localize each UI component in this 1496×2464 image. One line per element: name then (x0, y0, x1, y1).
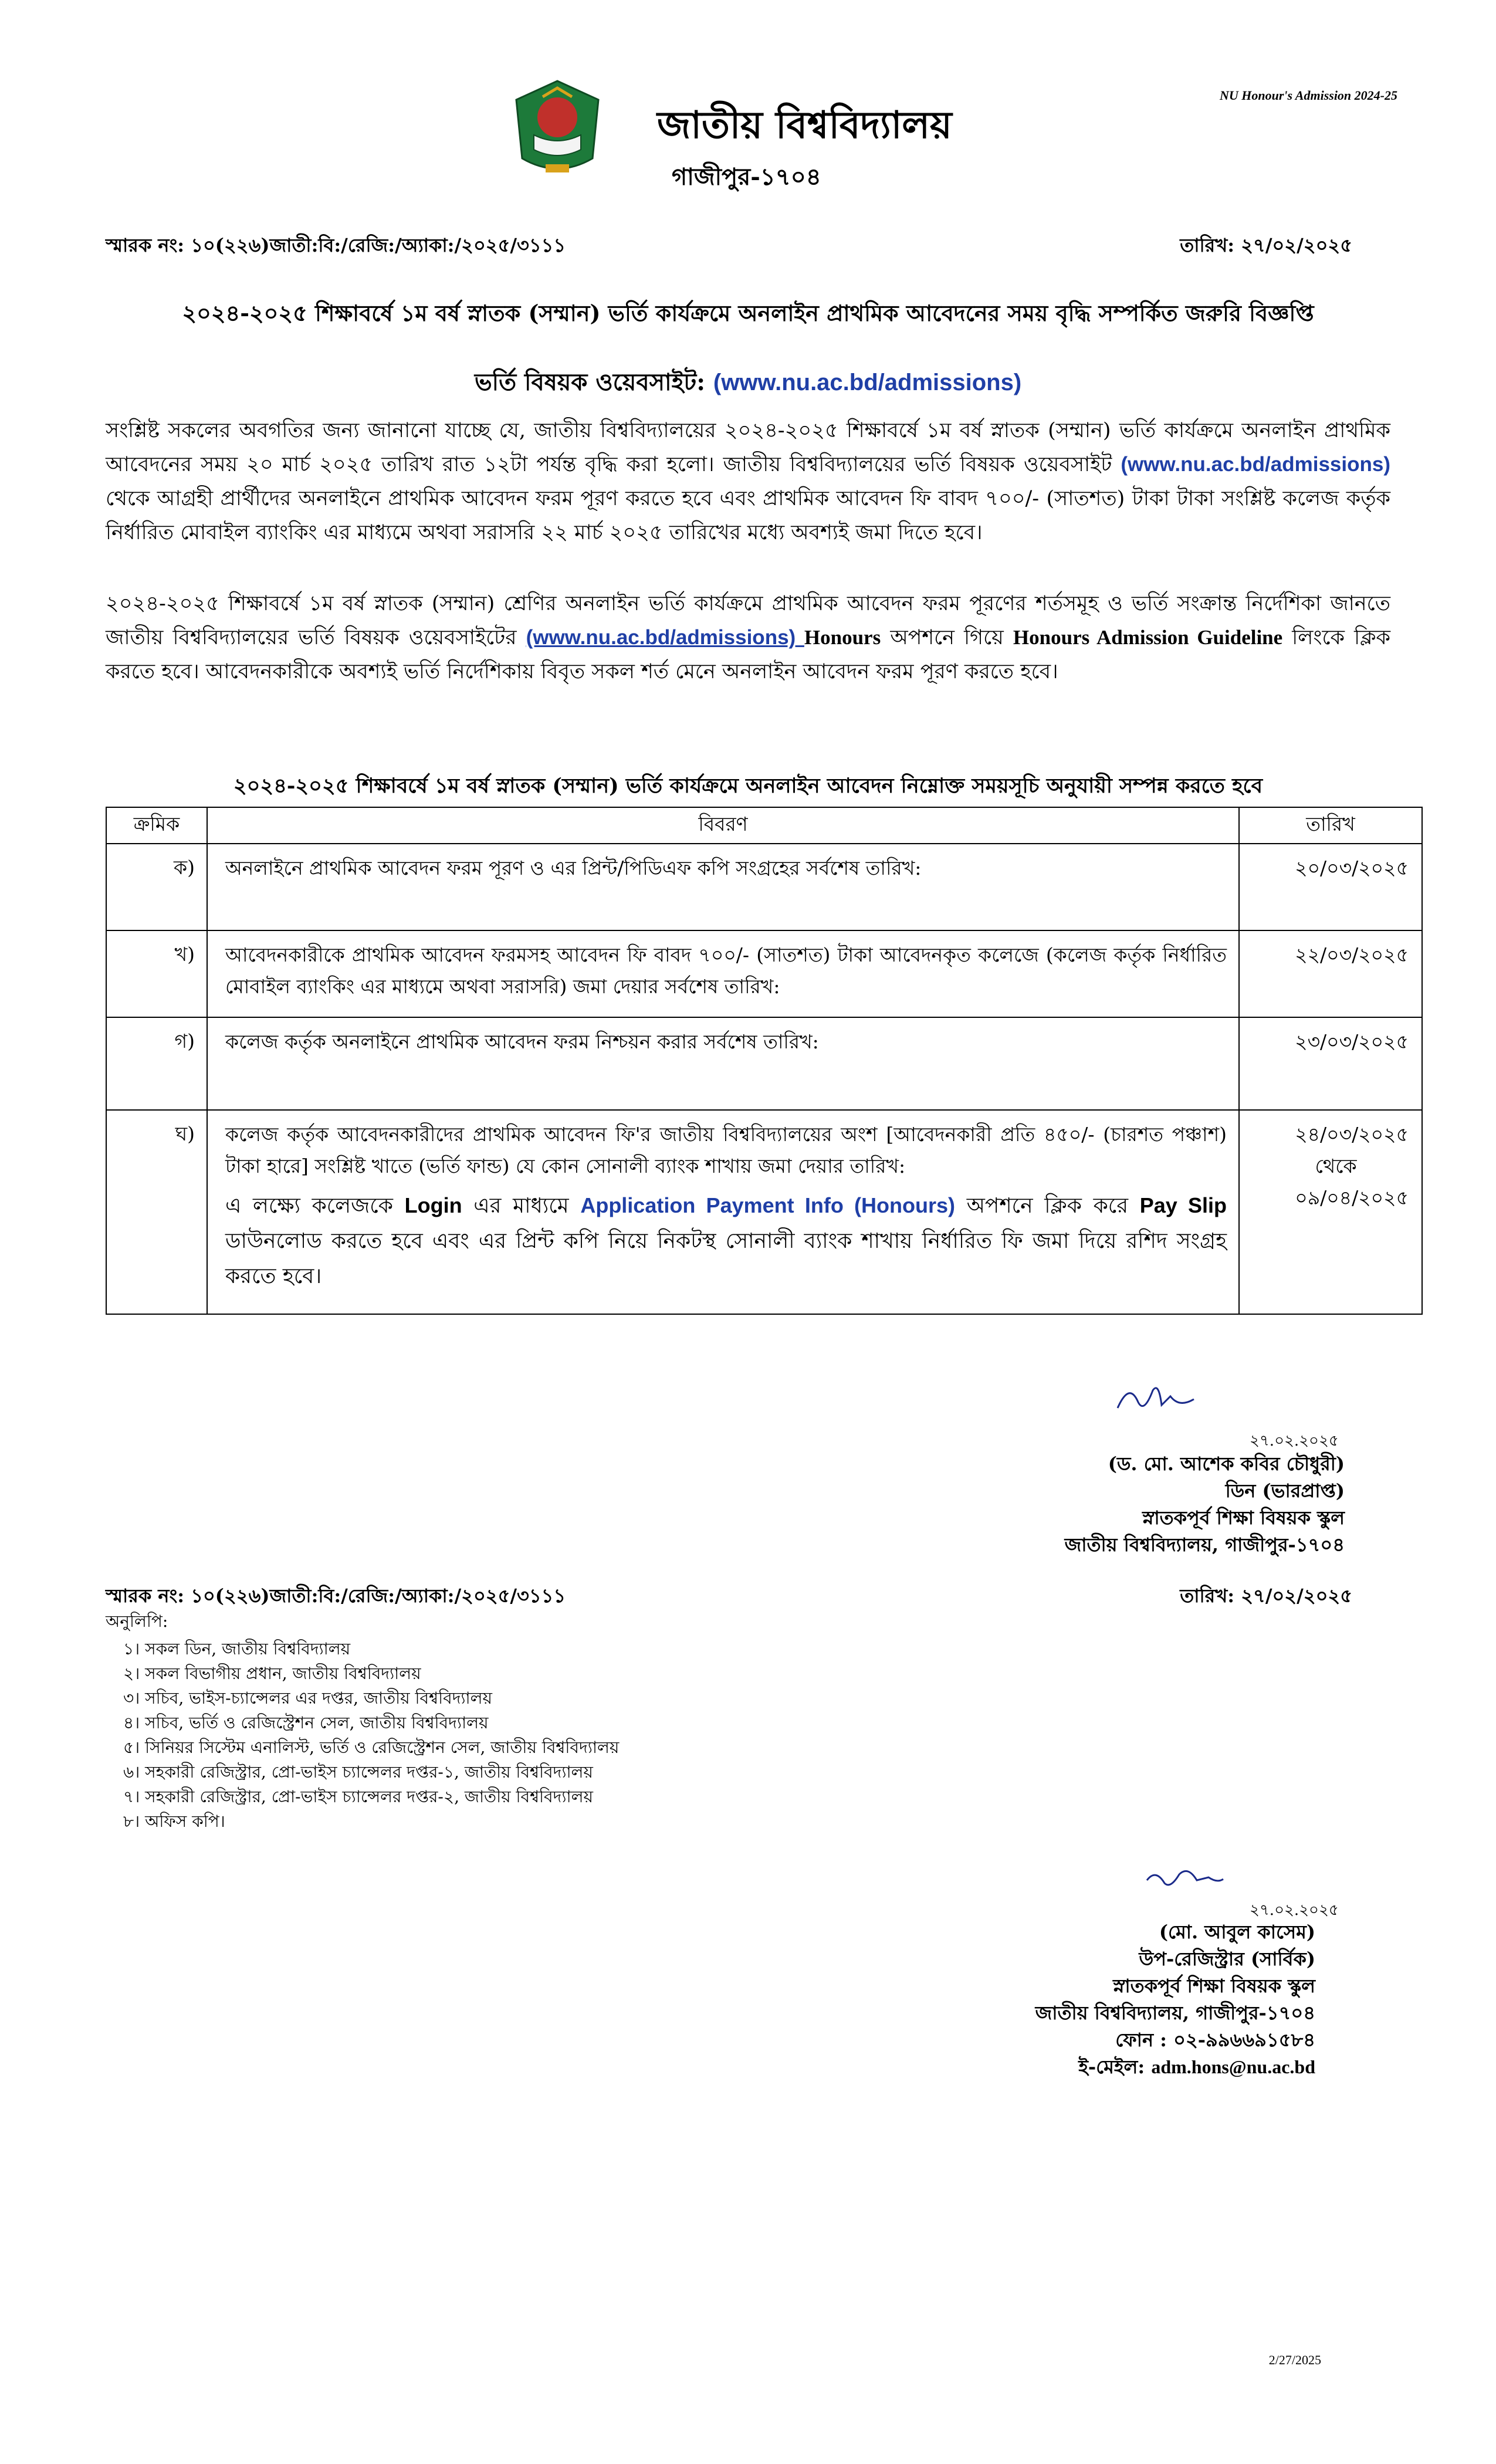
row-date: ২০/০৩/২০২৫ (1239, 844, 1422, 930)
table-row (106, 930, 1422, 1017)
signature-1-date: ২৭.০২.২০২৫ (1250, 1432, 1339, 1450)
table-row (106, 1017, 1422, 1110)
signatory-1-title: ডিন (ভারপ্রাপ্ত) (1225, 1480, 1345, 1502)
para2-text-e: লিংকে ক্লিক করতে হবে। আবেদনকারীকে অবশ্যই ভর্তি নির্দেশিকায় বিবৃত সকল শর্ত মেনে অনলাইন আবেদন ফরম পূরণ করতে হবে। (106, 626, 1391, 683)
list-item: ৭। সহকারী রেজিস্ট্রার, প্রো-ভাইস চ্যান্সেলর দপ্তর-২, জাতীয় বিশ্ববিদ্যালয় (123, 1787, 593, 1806)
instruction-text-a: এ লক্ষ্যে কলেজকে (225, 1194, 405, 1218)
table-row (106, 844, 1422, 930)
website-label: ভর্তি বিষয়ক ওয়েবসাইট: (474, 368, 713, 396)
row-date-range (1239, 1110, 1422, 1314)
university-logo (510, 76, 604, 182)
copy-label: অনুলিপি: (106, 1612, 168, 1631)
signatory-2-org: জাতীয় বিশ্ববিদ্যালয়, গাজীপুর-১৭০৪ (1035, 2002, 1315, 2024)
para1-text-a: সংশ্লিষ্ট সকলের অবগতির জন্য জানানো যাচ্ছে যে, জাতীয় বিশ্ববিদ্যালয়ের ২০২৪-২০২৫ শিক্ষাবর্ষে ১ম বর্ষ স্নাতক (সম্মান) ভর্তি কার্যক্রমে অনলাইন প্রাথমিক আবেদনের সময় ২০ মার্চ ২০২৫ তারিখ রাত ১২টা পর্যন্ত বৃদ্ধি করা হলো। জাতীয় বিশ্ববিদ্যালয়ের ভর্তি বিষয়ক ওয়েবসাইট (106, 419, 1390, 476)
copy-memo-date: তারিখ: ২৭/০২/২০২৫ (1180, 1585, 1352, 1607)
signatory-1-org: জাতীয় বিশ্ববিদ্যালয়, গাজীপুর-১৭০৪ (1064, 1534, 1345, 1556)
signature-2-date: ২৭.০২.২০২৫ (1250, 1901, 1339, 1919)
signature-1-image (1115, 1379, 1197, 1422)
row-description: অনলাইনে প্রাথমিক আবেদন ফরম পূরণ ও এর প্রিন্ট/পিডিএফ কপি সংগ্রহের সর্বশেষ তারিখ: (207, 844, 1239, 930)
row-description: আবেদনকারীকে প্রাথমিক আবেদন ফরমসহ আবেদন ফি বাবদ ৭০০/- (সাতশত) টাকা আবেদনকৃত কলেজে (কলেজ কর্তৃক নির্ধারিত মোবাইল ব্যাংকিং এর মাধ্যমে অথবা সরাসরি) জমা দেয়ার সর্বশেষ তারিখ: (207, 930, 1239, 1017)
signatory-1-office: স্নাতকপূর্ব শিক্ষা বিষয়ক স্কুল (1142, 1507, 1345, 1529)
col-header-date: তারিখ (1239, 807, 1422, 844)
website-link[interactable]: (www.nu.ac.bd/admissions) (713, 370, 1022, 395)
copy-memo-number: স্মারক নং: ১০(২২৬)জাতী:বি:/রেজি:/অ্যাকা:/২০২৫/৩১১১ (106, 1585, 566, 1607)
row-date: ২২/০৩/২০২৫ (1239, 930, 1422, 1017)
date-separator: থেকে (1315, 1155, 1357, 1177)
signatory-2-name: (মো. আবুল কাসেম) (1159, 1921, 1315, 1943)
para2-text-c: অপশনে গিয়ে (881, 626, 1013, 649)
col-header-description: বিবরণ (207, 807, 1239, 844)
university-location: গাজীপুর-১৭০৪ (672, 163, 821, 191)
para2-text-a: ২০২৪-২০২৫ শিক্ষাবর্ষে ১ম বর্ষ স্নাতক (সম্মান) শ্রেণির অনলাইন ভর্তি কার্যক্রমে প্রাথমিক আবেদন ফরম পূরণের শর্তসমূহ ও ভর্তি সংক্রান্ত নির্দেশিকা জানতে জাতীয় বিশ্ববিদ্যালয়ের ভর্তি বিষয়ক ওয়েবসাইটের (106, 592, 1390, 649)
para2-link[interactable]: (www.nu.ac.bd/admissions) (526, 626, 804, 649)
website-line (0, 364, 1496, 403)
memo-number: স্মারক নং: ১০(২২৬)জাতী:বি:/রেজি:/অ্যাকা:/২০২৫/৩১১১ (106, 234, 566, 256)
signatory-2-email-line (1035, 2053, 1315, 2080)
print-date: 2/27/2025 (1268, 2353, 1321, 2367)
list-item: ৫। সিনিয়র সিস্টেম এনালিস্ট, ভর্তি ও রেজিস্ট্রেশন সেল, জাতীয় বিশ্ববিদ্যালয় (123, 1738, 620, 1757)
guideline-label: Honours Admission Guideline (1013, 626, 1283, 649)
signatory-2-phone: ফোন : ০২-৯৯৬৬৯১৫৮৪ (1115, 2029, 1315, 2051)
row-serial: ঘ) (106, 1110, 207, 1314)
row-serial: ক) (106, 844, 207, 930)
email-link[interactable]: adm.hons@nu.ac.bd (1151, 2056, 1315, 2077)
login-label: Login (404, 1193, 462, 1217)
schedule-table (106, 807, 1423, 1315)
para1-link[interactable]: (www.nu.ac.bd/admissions) (1121, 453, 1390, 476)
signature-2-image (1144, 1857, 1226, 1900)
top-right-note: NU Honour's Admission 2024-25 (1220, 88, 1397, 103)
row-date: ২৩/০৩/২০২৫ (1239, 1017, 1422, 1110)
row-description: কলেজ কর্তৃক অনলাইনে প্রাথমিক আবেদন ফরম নিশ্চয়ন করার সর্বশেষ তারিখ: (207, 1017, 1239, 1110)
list-item: ২। সকল বিভাগীয় প্রধান, জাতীয় বিশ্ববিদ্যালয় (123, 1664, 421, 1683)
payment-instruction (225, 1188, 1227, 1294)
schedule-title: ২০২৪-২০২৫ শিক্ষাবর্ষে ১ম বর্ষ স্নাতক (সম্মান) ভর্তি কার্যক্রমে অনলাইন আবেদন নিম্নোক্ত সময়সূচি অনুযায়ী সম্পন্ন করতে হবে (233, 774, 1263, 798)
date-to: ০৯/০৪/২০২৫ (1295, 1186, 1409, 1209)
signatory-2-office: স্নাতকপূর্ব শিক্ষা বিষয়ক স্কুল (1113, 1975, 1315, 1997)
col-header-serial: ক্রমিক (106, 807, 207, 844)
email-label: ই-মেইল: (1078, 2056, 1152, 2078)
instruction-text-c: অপশনে ক্লিক করে (955, 1194, 1140, 1218)
row-serial: খ) (106, 930, 207, 1017)
instruction-text-b: এর মাধ্যমে (462, 1194, 581, 1218)
signature-1-block (1065, 1450, 1345, 1558)
memo-date: তারিখ: ২৭/০২/২০২৫ (1180, 234, 1352, 256)
row-serial: গ) (106, 1017, 207, 1110)
honours-label: Honours (804, 626, 881, 649)
payment-info-link[interactable]: Application Payment Info (Honours) (580, 1193, 956, 1217)
pay-slip-label: Pay Slip (1139, 1193, 1227, 1217)
list-item: ৩। সচিব, ভাইস-চ্যান্সেলর এর দপ্তর, জাতীয় বিশ্ববিদ্যালয় (123, 1688, 493, 1708)
notice-paragraph-2 (106, 587, 1390, 689)
signatory-1-name: (ড. মো. আশেক কবির চৌধুরী) (1108, 1453, 1345, 1475)
para1-text-b: থেকে আগ্রহী প্রার্থীদের অনলাইনে প্রাথমিক আবেদন ফরম পূরণ করতে হবে এবং প্রাথমিক আবেদন ফি বাবদ ৭০০/- (সাতশত) টাকা টাকা সংশ্লিষ্ট কলেজ কর্তৃক নির্ধারিত মোবাইল ব্যাংকিং এর মাধ্যমে অথবা সরাসরি ২২ মার্চ ২০২৫ তারিখের মধ্যে অবশ্যই জমা দিতে হবে। (106, 487, 1391, 544)
copy-list (123, 1637, 619, 1834)
list-item: ৪। সচিব, ভর্তি ও রেজিস্ট্রেশন সেল, জাতীয় বিশ্ববিদ্যালয় (123, 1713, 489, 1732)
university-name: জাতীয় বিশ্ববিদ্যালয় (657, 103, 952, 147)
instruction-text-d: ডাউনলোড করতে হবে এবং এর প্রিন্ট কপি নিয়ে নিকটস্থ সোনালী ব্যাংক শাখায় নির্ধারিত ফি জমা দিয়ে রশিদ সংগ্রহ করতে হবে। (225, 1229, 1227, 1288)
row-description (207, 1110, 1239, 1314)
schedule-header-row (106, 807, 1422, 844)
row-description-main: কলেজ কর্তৃক আবেদনকারীদের প্রাথমিক আবেদন ফি'র জাতীয় বিশ্ববিদ্যালয়ের অংশ [আবেদনকারী প্রতি ৪৫০/- (চারশত পঞ্চাশ) টাকা হারে] সংশ্লিষ্ট খাতে (ভর্তি ফান্ড) যে কোন সোনালী ব্যাংক শাখায় জমা দেয়ার তারিখ: (225, 1123, 1227, 1177)
notice-paragraph-1 (106, 414, 1390, 550)
list-item: ৬। সহকারী রেজিস্ট্রার, প্রো-ভাইস চ্যান্সেলর দপ্তর-১, জাতীয় বিশ্ববিদ্যালয় (123, 1762, 593, 1782)
signatory-2-title: উপ-রেজিস্ট্রার (সার্বিক) (1139, 1948, 1315, 1970)
notice-title: ২০২৪-২০২৫ শিক্ষাবর্ষে ১ম বর্ষ স্নাতক (সম্মান) ভর্তি কার্যক্রমে অনলাইন প্রাথমিক আবেদনের সময় বৃদ্ধি সম্পর্কিত জরুরি বিজ্ঞপ্তি (182, 300, 1314, 326)
list-item: ১। সকল ডিন, জাতীয় বিশ্ববিদ্যালয় (123, 1639, 351, 1659)
table-row (106, 1110, 1422, 1314)
date-from: ২৪/০৩/২০২৫ (1295, 1123, 1409, 1146)
list-item: ৮। অফিস কপি। (123, 1812, 225, 1831)
signature-2-block (1035, 1918, 1315, 2080)
